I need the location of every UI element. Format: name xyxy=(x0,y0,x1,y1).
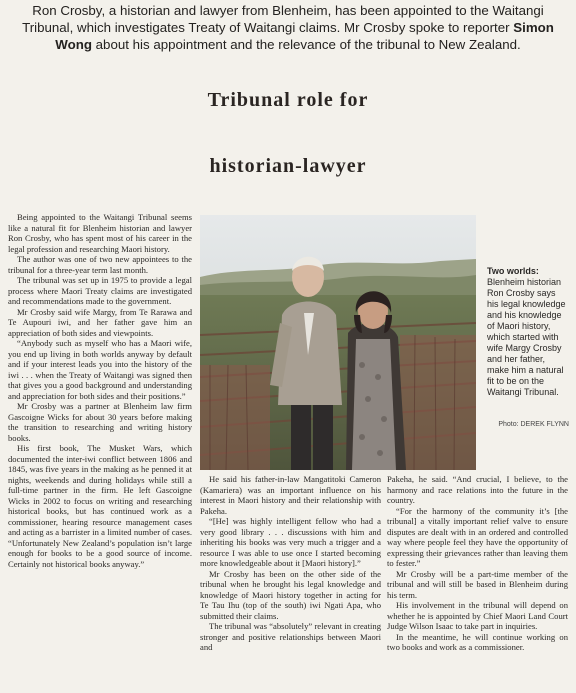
reporter-name: Simon Wong xyxy=(55,20,554,52)
standfirst-text-before: Ron Crosby, a historian and lawyer from Blenheim, has been appointed to the Waitangi Tribunal, which investigates Treaty of Waitangi claims. Mr Crosby spoke to reporter xyxy=(22,3,544,35)
paragraph: “Anybody such as myself who has a Maori wife, you end up living in both worlds anyway by default and if your interest leads you into the history of the iwi . . . when the Treaty of Waitangi was signed then that gives you a good background and understanding and appreciation for both sides and their positions.” xyxy=(8,338,192,401)
article-column-1 xyxy=(8,212,192,569)
article-column-2 xyxy=(200,474,381,653)
photo-illustration xyxy=(200,215,476,470)
paragraph: His involvement in the tribunal will depend on whether he is appointed by Chief Maori Land Court Judge Wilson Isaac to take part in inquiries. xyxy=(387,600,568,631)
paragraph: The author was one of two new appointees to the tribunal for a three-year term last month. xyxy=(8,254,192,275)
paragraph: “For the harmony of the community it’s [the tribunal] a vitally important relief valve to ensure disputes are dealt with in an ordered and controlled way where people feel they have the opportunity of expressing their grievances rather than leaving them to fester.” xyxy=(387,505,568,568)
photo-credit: Photo: DEREK FLYNN xyxy=(498,421,569,428)
paragraph: “[He] was highly intelligent fellow who had a very good library . . . discussions with him and inheriting his books was very much a trigger and a resource I was able to use once I started becoming more knowledgeable about it [Maori history].” xyxy=(200,516,381,568)
paragraph: Mr Crosby said wife Margy, from Te Rarawa and Te Aupouri iwi, and her father gave him an appreciation of both sides and viewpoints. xyxy=(8,306,192,338)
paragraph: Mr Crosby was a partner at Blenheim law firm Gascoigne Wicks for about 30 years before making the transition to researching and writing history books. xyxy=(8,401,192,443)
paragraph: Mr Crosby will be a part-time member of the tribunal and will still be based in Blenheim during his term. xyxy=(387,568,568,600)
article-column-3 xyxy=(387,474,568,653)
standfirst xyxy=(18,2,558,53)
article-photo xyxy=(200,215,476,470)
paragraph: The tribunal was “absolutely” relevant in creating stronger and positive relationships between Maori and xyxy=(200,621,381,652)
photo-caption xyxy=(487,266,569,398)
paragraph: Pakeha, he said. “And crucial, I believe, to the harmony and race relations into the future in the country. xyxy=(387,474,568,505)
headline-line-2: historian-lawyer xyxy=(209,155,367,177)
paragraph: In the meantime, he will continue working on two books and work as a commissioner. xyxy=(387,631,568,652)
caption-text: Blenheim historian Ron Crosby says his legal knowledge and his knowledge of Maori history, which started with wife Margy Crosby and her father, make him a natural fit to be on the Waitangi Tribunal. xyxy=(487,277,566,397)
paragraph: Mr Crosby has been on the other side of the tribunal when he brought his legal knowledge and knowledge of Maori history together in acting for Te Tau Ihu (top of the south) iwi Ngati Apa, who submitted their claims. xyxy=(200,568,381,621)
standfirst-text-after: about his appointment and the relevance of the tribunal to New Zealand. xyxy=(91,37,521,52)
paragraph: The tribunal was set up in 1975 to provide a legal process where Maori Treaty claims are investigated and recommendations made to the government. xyxy=(8,275,192,306)
paragraph: His first book, The Musket Wars, which documented the inter-iwi conflict between 1806 and 1845, was five years in the making as he penned it at nights, weekends and during holidays while still a full-time partner in the firm. He left Gascoigne Wicks in 2002 to focus on writing and researching historical books, but has continued work as a commissioner, hearing resource management cases and acting as a barrister in a limited number of cases. “Unfortunately New Zealand’s population isn’t large enough for books to be a good source of income. Certainly not historical books anyway.” xyxy=(8,443,192,569)
paragraph: Being appointed to the Waitangi Tribunal seems like a natural fit for Blenheim historian and lawyer Ron Crosby, who has spent most of his career in the legal profession and researching Maori history. xyxy=(8,212,192,254)
paragraph: He said his father-in-law Mangatitoki Cameron (Kamariera) was an important influence on his interest in Maori history and their relationship with Pakeha. xyxy=(200,474,381,516)
headline-line-1: Tribunal role for xyxy=(207,89,369,111)
caption-lead: Two worlds: xyxy=(487,266,539,276)
